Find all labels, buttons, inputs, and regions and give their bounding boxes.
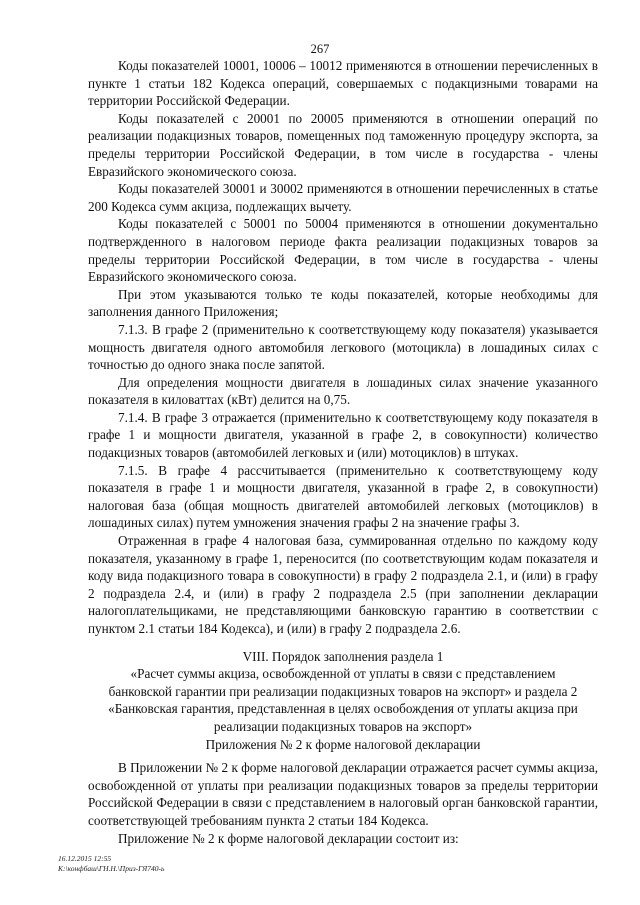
section-heading-line: «Расчет суммы акциза, освобожденной от уплаты в связи с представлением — [130, 666, 556, 682]
section-heading-line: «Банковская гарантия, представленная в целях освобождения от уплаты акциза при — [108, 701, 578, 717]
paragraph-codes-30001: Коды показателей 30001 и 30002 применяются в отношении перечисленных в статье 200 Кодекса сумм акциза, подлежащих вычету. — [88, 181, 598, 214]
paragraph-appendix-2-intro: В Приложении № 2 к форме налоговой декларации отражается расчет суммы акциза, освобожденной от уплаты при реализации подакцизных товаров за пределы территории Российской Федерации в связи с представлением в налоговый орган банковской гарантии, соответствующей требованиям пункта 2 статьи 184 Кодекса. — [88, 760, 598, 828]
footer-stamp — [58, 854, 164, 874]
paragraph-codes-50001: Коды показателей с 50001 по 50004 применяются в отношении документально подтвержденного в налоговом периоде факта реализации подакцизных товаров за пределы территории Российской Федерации, в том числе в государства - члены Евразийского экономического союза. — [88, 216, 598, 285]
footer-timestamp: 16.12.2015 12:55 — [58, 854, 112, 863]
paragraph-7-1-3: 7.1.3. В графе 2 (применительно к соответствующему коду показателя) указывается мощность двигателя одного автомобиля легкового (мотоцикла) в лошадиных силах с точностью до одного знака после запятой. — [88, 321, 598, 373]
section-heading — [88, 648, 598, 754]
section-heading-line: VIII. Порядок заполнения раздела 1 — [242, 648, 444, 664]
document-body — [88, 57, 598, 847]
paragraph-tax-base-transfer: Отраженная в графе 4 налоговая база, суммированная отдельно по каждому коду показателя, указанному в графе 1, переносится (по соответствующим кодам показателя и коду вида подакцизного товара в совокупности) в графу 2 подраздела 2.1, и (или) в графу 2 подраздела 2.4, и (или) в графу 2 подраздела 2.5 (при заполнении декларации налогоплательщиками, не представляющими банковскую гарантию в соответствии с пунктом 2.1 статьи 184 Кодекса), и (или) в графу 2 подраздела 2.6. — [88, 533, 598, 636]
section-heading-line: банковской гарантии при реализации подакцизных товаров на экспорт» и раздела 2 — [108, 683, 578, 699]
paragraph-codes-note: При этом указываются только те коды показателей, которые необходимы для заполнения данного Приложения; — [88, 286, 598, 320]
paragraph-appendix-2-consists: Приложение № 2 к форме налоговой декларации состоит из: — [118, 830, 459, 846]
paragraph-power-conversion: Для определения мощности двигателя в лошадиных силах значение указанного показателя в киловаттах (кВт) делится на 0,75. — [88, 374, 598, 408]
paragraph-codes-10001: Коды показателей 10001, 10006 – 10012 применяются в отношении перечисленных в пункте 1 статьи 182 Кодекса операций, совершаемых с подакцизными товарами на территории Российской Федерации. — [88, 58, 598, 109]
footer-file-path: К:\конфбаш\ГН.Н.\Приз-ГЯ740-ь — [58, 864, 165, 873]
section-heading-line: Приложения № 2 к форме налоговой декларации — [205, 736, 481, 752]
section-heading-line: реализации подакцизных товаров на экспорт» — [213, 718, 473, 734]
paragraph-7-1-5: 7.1.5. В графе 4 рассчитывается (применительно к соответствующему коду показателя в графе 1 и мощности двигателя, указанной в графе 2, в совокупности) налоговая база (общая мощность двигателей автомобилей легковых (мотоциклов) в лошадиных силах) путем умножения значения графы 2 на значение графы 3. — [88, 462, 598, 531]
paragraph-codes-20001: Коды показателей с 20001 по 20005 применяются в отношении операций по реализации подакцизных товаров, помещенных под таможенную процедуру экспорта, за пределы территории Российской Федерации, в том числе в государства - члены Евразийского экономического союза. — [88, 110, 598, 179]
paragraph-7-1-4: 7.1.4. В графе 3 отражается (применительно к соответствующему коду показателя в графе 1 и мощности двигателя, указанной в графе 2, в совокупности) количество подакцизных товаров (автомобилей легковых и (или) мотоциклов) в штуках. — [88, 409, 598, 461]
page-number: 267 — [310, 42, 330, 56]
